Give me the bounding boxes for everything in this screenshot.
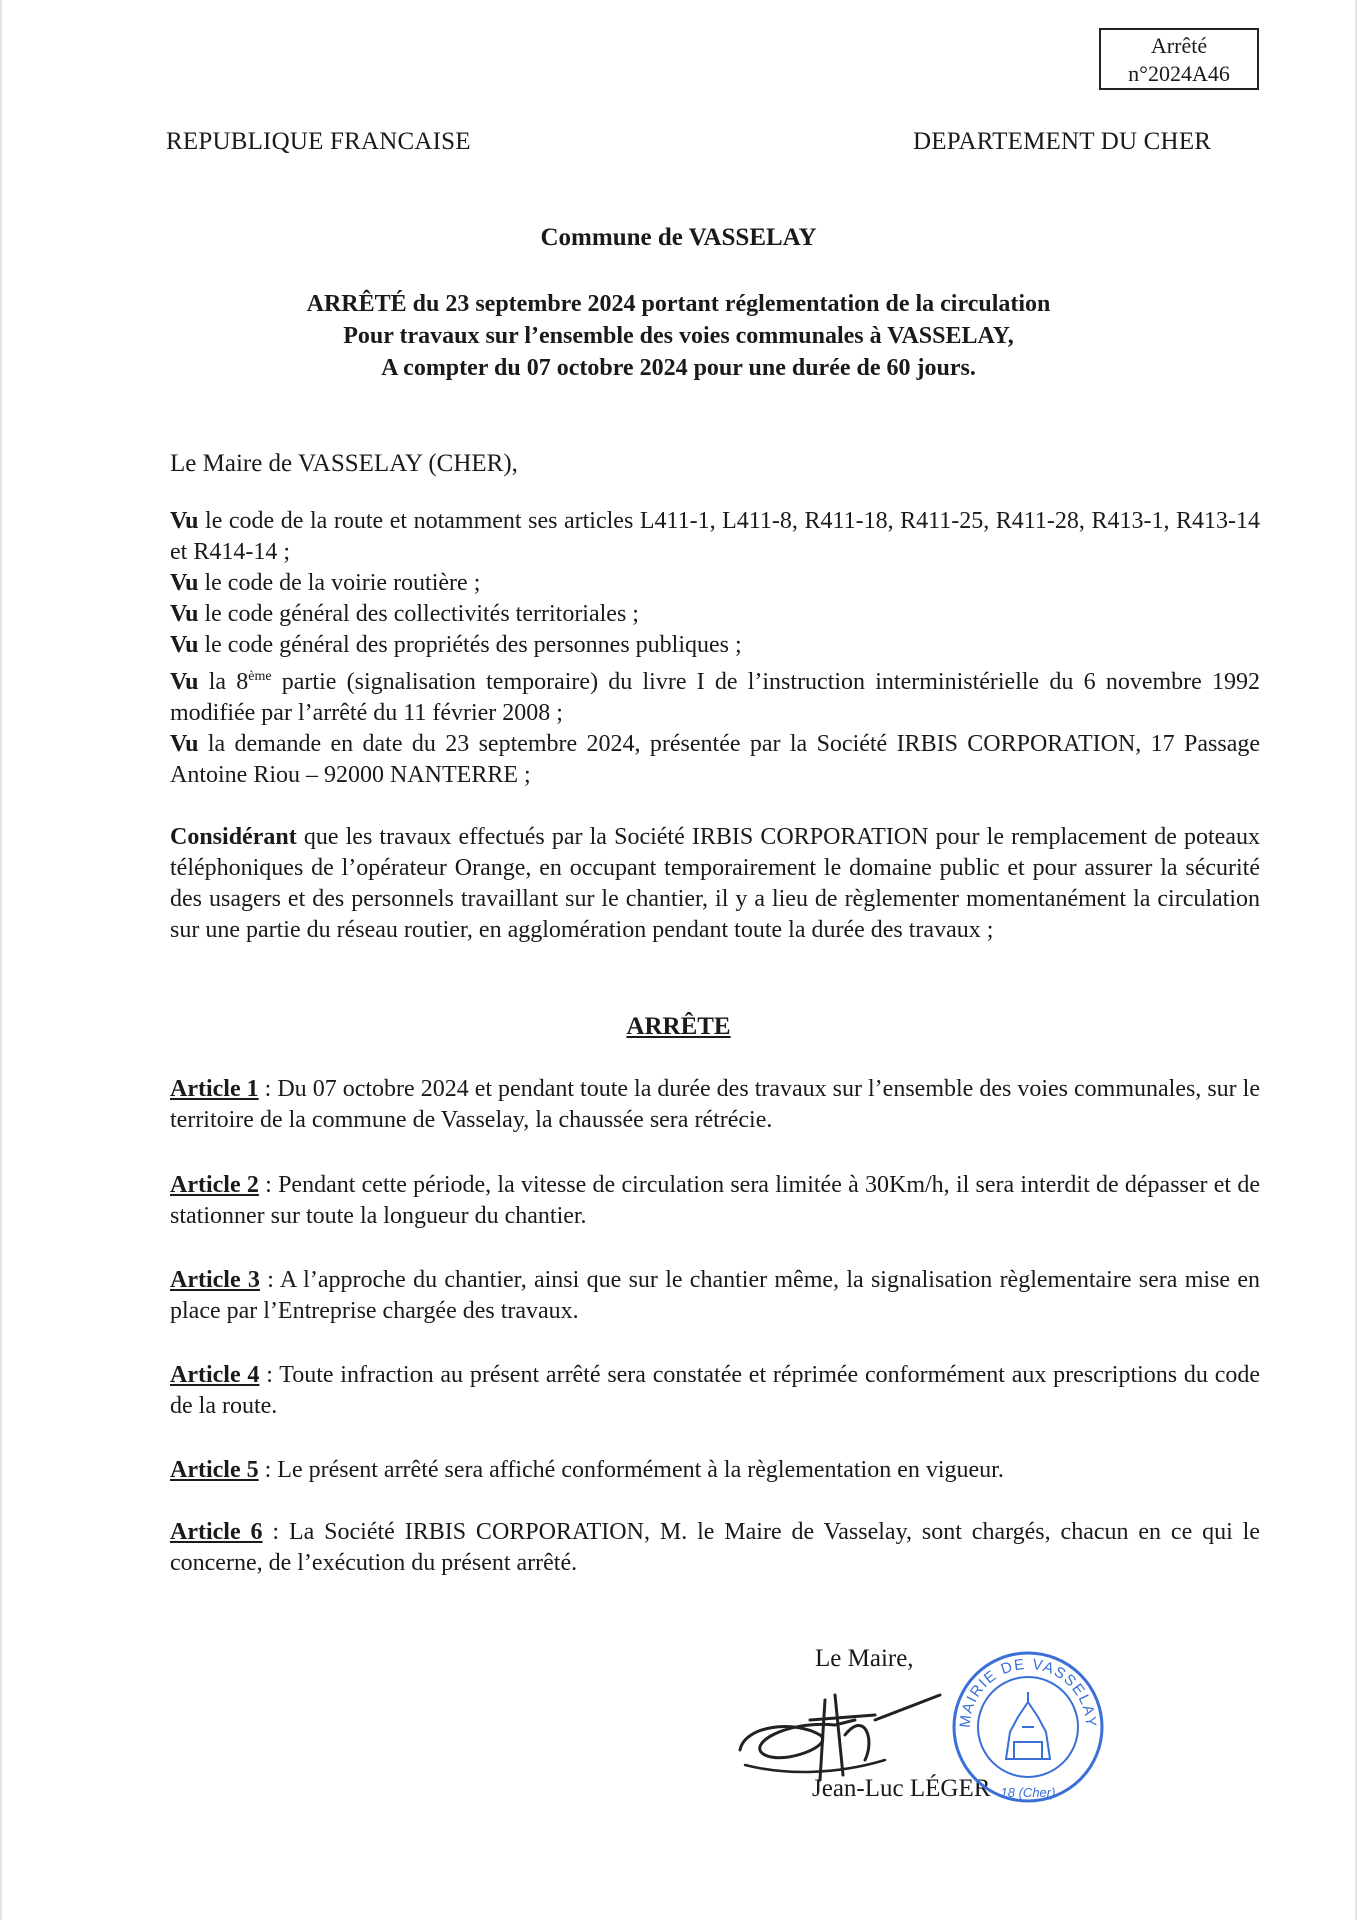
vu-text: le code de la route et notamment ses articles L411-1, L411-8, R411-18, R411-25, R411-28, R413-1, R413-14 et R414-14 ; — [170, 508, 1260, 565]
signature-label: Le Maire, — [815, 1645, 914, 1672]
article-label: Article 2 — [170, 1172, 259, 1198]
vu-item — [170, 599, 1260, 630]
vu-text: le code de la voirie routière ; — [198, 570, 481, 596]
reference-label: Arrêté — [1150, 33, 1208, 58]
vu-keyword: Vu — [170, 570, 199, 596]
mayor-intro: Le Maire de VASSELAY (CHER), — [170, 450, 518, 477]
article-label: Article 4 — [170, 1362, 260, 1388]
commune-title: Commune de VASSELAY — [540, 224, 817, 251]
article-separator: : — [259, 1267, 280, 1293]
vu-keyword: Vu — [170, 669, 199, 695]
article-label: Article 1 — [170, 1076, 259, 1102]
vu-item — [170, 661, 1260, 729]
reference-box — [1099, 28, 1259, 90]
header-department: DEPARTEMENT DU CHER — [913, 128, 1212, 155]
vu-item — [170, 568, 1260, 599]
considerant-keyword: Considérant — [170, 824, 297, 850]
article-label: Article 3 — [170, 1267, 260, 1293]
considerant-text: que les travaux effectués par la Société IRBIS CORPORATION pour le remplacement de poteaux téléphoniques de l’opérateur Orange, en occupant temporairement le domaine public et pour assurer la sécurité des usagers et des personnels travaillant sur le chantier, il y a lieu de règlementer momentanément la circulation sur une partie du réseau routier, en agglomération pendant toute la durée des travaux ; — [170, 824, 1260, 943]
article-text: A l’approche du chantier, ainsi que sur le chantier même, la signalisation règlementaire sera mise en place par l’Entreprise chargée des travaux. — [170, 1267, 1260, 1324]
vu-text: partie (signalisation temporaire) du livre I de l’instruction interministérielle du 6 novembre 1992 modifiée par l’arrêté du 11 février 2008 ; — [170, 669, 1260, 726]
mayor-name: Jean-Luc LÉGER — [812, 1775, 991, 1802]
article-6 — [170, 1517, 1260, 1579]
vu-superscript: ème — [248, 669, 272, 684]
article-text: Pendant cette période, la vitesse de circulation sera limitée à 30Km/h, il sera interdit de dépasser et de stationner sur toute la longueur du chantier. — [170, 1172, 1261, 1229]
svg-text:MAIRIE DE VASSELAY: MAIRIE DE VASSELAY — [956, 1655, 1100, 1729]
decree-title-line-1: ARRÊTÉ du 23 septembre 2024 portant réglementation de la circulation — [306, 291, 1051, 317]
vu-item — [170, 630, 1260, 661]
decree-title — [0, 288, 1357, 384]
vu-text: la demande en date du 23 septembre 2024, présentée par la Société IRBIS CORPORATION, 17 Passage Antoine Riou – 92000 NANTERRE ; — [170, 731, 1260, 788]
vu-text: la 8 — [198, 669, 249, 695]
svg-text:18 (Cher): 18 (Cher) — [1000, 1785, 1056, 1800]
article-text: La Société IRBIS CORPORATION, M. le Maire de Vasselay, sont chargés, chacun en ce qui le concerne, de l’exécution du présent arrêté. — [170, 1519, 1260, 1576]
handwritten-signature — [725, 1680, 955, 1790]
article-5 — [170, 1455, 1260, 1486]
article-separator: : — [258, 1076, 278, 1102]
vu-keyword: Vu — [170, 508, 199, 534]
vu-item — [170, 506, 1260, 568]
article-separator: : — [258, 1172, 279, 1198]
reference-number: n°2024A46 — [1128, 61, 1230, 86]
vu-keyword: Vu — [170, 632, 199, 658]
vu-keyword: Vu — [170, 601, 199, 627]
vu-text: le code général des propriétés des personnes publiques ; — [198, 632, 742, 658]
article-text: Le présent arrêté sera affiché conformément à la règlementation en vigueur. — [277, 1457, 1004, 1483]
article-3 — [170, 1265, 1260, 1327]
vu-item — [170, 729, 1260, 791]
article-2 — [170, 1170, 1260, 1232]
decree-title-line-2: Pour travaux sur l’ensemble des voies communales à VASSELAY, — [343, 323, 1014, 349]
vu-keyword: Vu — [170, 731, 199, 757]
article-4 — [170, 1360, 1260, 1422]
article-separator: : — [259, 1362, 280, 1388]
article-separator: : — [262, 1519, 289, 1545]
considerant-paragraph — [170, 822, 1260, 946]
article-label: Article 5 — [170, 1457, 259, 1483]
vu-text: le code général des collectivités territoriales ; — [198, 601, 639, 627]
decree-title-line-3: A compter du 07 octobre 2024 pour une durée de 60 jours. — [381, 355, 976, 381]
arrete-heading: ARRÊTE — [626, 1013, 731, 1040]
header-republic: REPUBLIQUE FRANCAISE — [166, 128, 471, 155]
article-separator: : — [258, 1457, 278, 1483]
article-text: Du 07 octobre 2024 et pendant toute la durée des travaux sur l’ensemble des voies communales, sur le territoire de la commune de Vasselay, la chaussée sera rétrécie. — [170, 1076, 1260, 1133]
town-hall-stamp — [948, 1647, 1108, 1807]
article-1 — [170, 1074, 1260, 1136]
legal-references — [170, 506, 1260, 791]
article-label: Article 6 — [170, 1519, 263, 1545]
article-text: Toute infraction au présent arrêté sera constatée et réprimée conformément aux prescriptions du code de la route. — [170, 1362, 1260, 1419]
